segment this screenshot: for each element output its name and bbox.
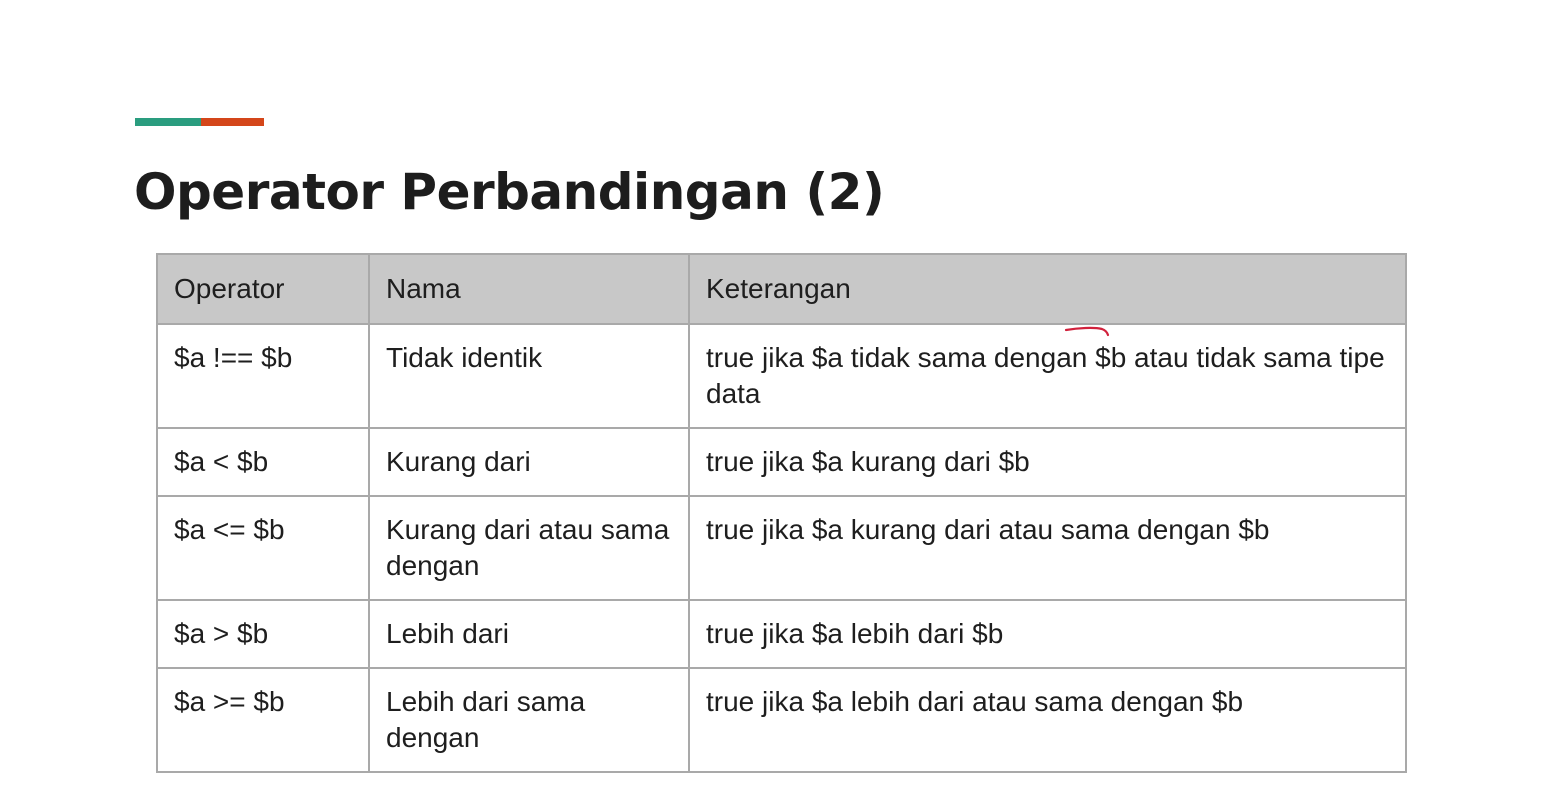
header-keterangan: Keterangan [689,254,1406,324]
table-row [157,324,1406,428]
accent-bar-orange [201,118,264,126]
cell-nama: Tidak identik [369,324,689,428]
comparison-operator-table [156,253,1405,773]
cell-keterangan: true jika $a lebih dari $b [689,600,1406,668]
pen-annotation-mark [1064,326,1110,338]
header-operator: Operator [157,254,369,324]
cell-nama: Kurang dari atau sama dengan [369,496,689,600]
cell-operator: $a < $b [157,428,369,496]
table-row [157,668,1406,772]
table-row [157,428,1406,496]
cell-nama: Lebih dari sama dengan [369,668,689,772]
accent-bar-green [135,118,201,126]
cell-keterangan: true jika $a lebih dari atau sama dengan $b [689,668,1406,772]
table-row [157,600,1406,668]
cell-nama: Kurang dari [369,428,689,496]
cell-nama: Lebih dari [369,600,689,668]
slide-title: Operator Perbandingan (2) [134,163,885,221]
table-header-row [157,254,1406,324]
cell-keterangan: true jika $a kurang dari atau sama dengan $b [689,496,1406,600]
cell-operator: $a > $b [157,600,369,668]
cell-operator: $a >= $b [157,668,369,772]
cell-keterangan: true jika $a kurang dari $b [689,428,1406,496]
cell-operator: $a <= $b [157,496,369,600]
table-row [157,496,1406,600]
cell-keterangan: true jika $a tidak sama dengan $b atau tidak sama tipe data [689,324,1406,428]
title-accent-bar [135,118,264,126]
header-nama: Nama [369,254,689,324]
cell-operator: $a !== $b [157,324,369,428]
operator-table [156,253,1407,773]
